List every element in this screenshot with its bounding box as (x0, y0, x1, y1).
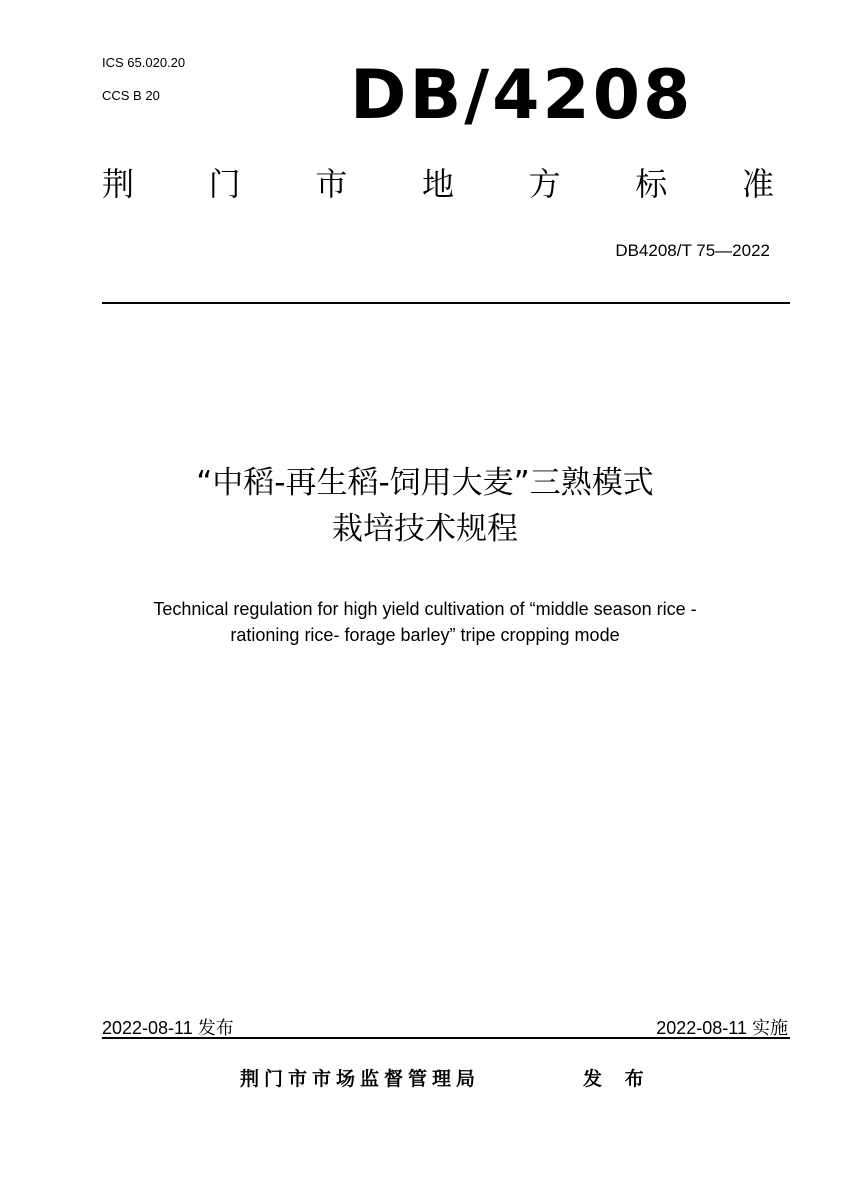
header-divider (102, 302, 790, 304)
chinese-title (0, 460, 850, 552)
publish-date: 2022-08-11 发布 (102, 1018, 234, 1038)
standard-type-char: 地 (421, 165, 454, 203)
standard-type-char: 准 (741, 165, 774, 203)
english-title (0, 596, 850, 648)
standard-type-char: 市 (315, 165, 348, 203)
standard-type-char: 荆 (102, 165, 135, 203)
publish-label: 发 布 (583, 1068, 652, 1090)
footer-divider (102, 1037, 790, 1039)
standard-type-char: 门 (208, 165, 241, 203)
ccs-code: CCS B 20 (102, 88, 160, 103)
standard-type-heading (102, 165, 774, 203)
english-title-line: rationing rice- forage barley” tripe cropping mode (230, 625, 620, 645)
standard-type-char: 标 (635, 165, 668, 203)
publisher-name: 荆门市市场监督管理局 (240, 1068, 481, 1090)
ics-code: ICS 65.020.20 (102, 55, 186, 70)
chinese-title-line: 栽培技术规程 (332, 511, 518, 547)
standard-number: DB4208/T 75—2022 (615, 241, 770, 260)
english-title-line: Technical regulation for high yield cultivation of “middle season rice - (153, 599, 697, 619)
implement-date: 2022-08-11 实施 (656, 1018, 788, 1038)
db-code-heading: DB/4208 (350, 56, 694, 135)
standard-type-char: 方 (528, 165, 561, 203)
chinese-title-line: “中稻-再生稻-饲用大麦”三熟模式 (196, 465, 654, 501)
